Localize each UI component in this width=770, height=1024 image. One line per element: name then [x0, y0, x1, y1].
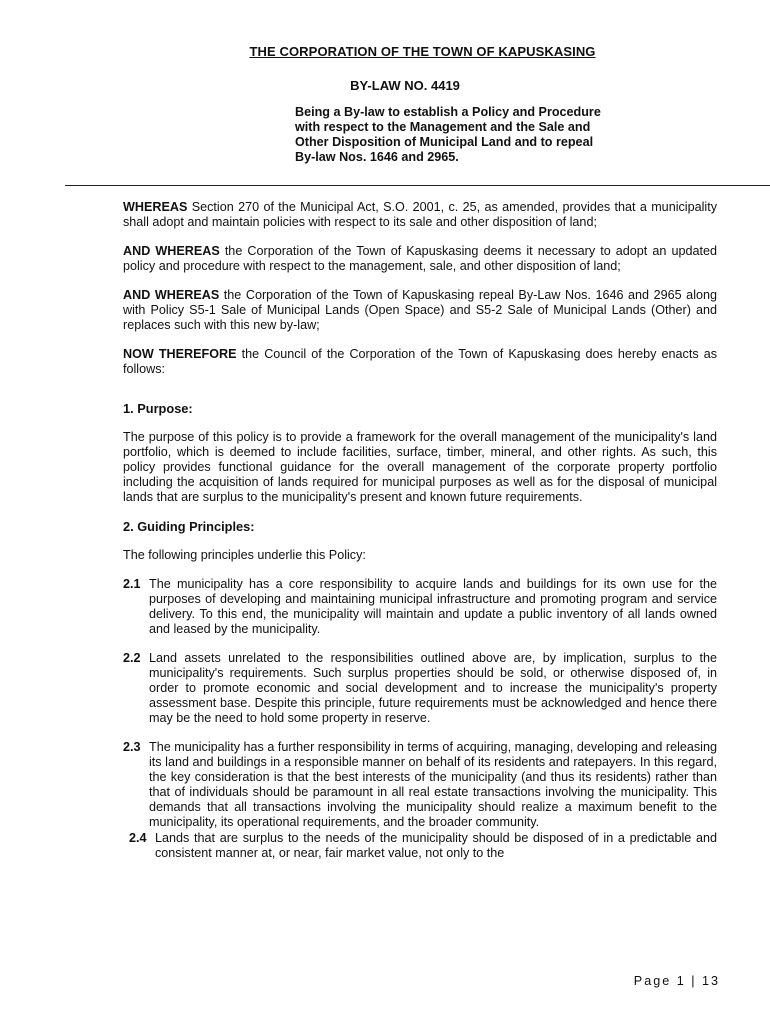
recital-and-whereas-2: [123, 288, 717, 333]
recital-text: Section 270 of the Municipal Act, S.O. 2001, c. 25, as amended, provides that a municipality shall adopt and maintain policies with respect to its sale and other disposition of land;: [123, 200, 717, 229]
principle-number: 2.2: [123, 651, 141, 665]
principle-item: [123, 740, 717, 830]
principle-number: 2.1: [123, 577, 141, 591]
header-divider: [65, 185, 770, 186]
principle-text: Land assets unrelated to the responsibilities outlined above are, by implication, surplus to the municipality's requirements. Such surplus properties should be sold, or otherwise disposed of, in order to promote economic and social development and to increase the municipality's property assessment base. Despite this principle, future requirements must be acknowledged and hence there may be the need to hold some property in reserve.: [149, 651, 717, 725]
recital-and-whereas-1: [123, 244, 717, 274]
recital-text: the Council of the Corporation of the Town of Kapuskasing does hereby enacts as follows:: [123, 347, 717, 376]
recital-text: the Corporation of the Town of Kapuskasing deems it necessary to adopt an updated policy and procedure with respect to the management, sale, and other disposition of land;: [123, 244, 717, 273]
principle-number: 2.3: [123, 740, 141, 754]
document-body: [123, 200, 717, 875]
bylaw-description: Being a By-law to establish a Policy and Procedure with respect to the Management and the Sale and Other Disposition of Municipal Land and to repeal By-law Nos. 1646 and 2965.: [295, 105, 601, 164]
recital-whereas: [123, 200, 717, 230]
recital-text: the Corporation of the Town of Kapuskasing repeal By-Law Nos. 1646 and 2965 along with Policy S5-1 Sale of Municipal Lands (Open Space) and S5-2 Sale of Municipal Lands (Other) and replaces such with this new by-law;: [123, 288, 718, 332]
principle-number: 2.4: [129, 831, 147, 845]
recital-keyword: AND WHEREAS: [123, 244, 220, 258]
recital-keyword: WHEREAS: [123, 200, 188, 214]
page-number: Page 1 | 13: [633, 974, 720, 988]
principle-text: The municipality has a core responsibility to acquire lands and buildings for its own use for the purposes of developing and maintaining municipal infrastructure and promoting program and service delivery. To this end, the municipality will maintain and update a public inventory of all lands owned and leased by the municipality.: [149, 577, 717, 636]
recital-keyword: NOW THEREFORE: [123, 347, 237, 361]
principle-text: The municipality has a further responsibility in terms of acquiring, managing, developing and releasing its land and buildings in a responsible manner on behalf of its residents and ratepayers. In this regard, the key consideration is that the best interests of the municipality (and thus its residents) rather than that of individuals should be paramount in all real estate transactions involving the municipality. This demands that all transactions involving the municipality should realize a maximum benefit to the municipality, its operational requirements, and the broader community.: [149, 740, 717, 829]
corporation-title: THE CORPORATION OF THE TOWN OF KAPUSKASING: [249, 44, 596, 59]
section-1-heading: 1. Purpose:: [123, 401, 193, 416]
section-2-intro: The following principles underlie this Policy:: [123, 548, 366, 562]
section-1-text: The purpose of this policy is to provide a framework for the overall management of the municipality's land portfolio, which is deemed to include facilities, surface, timber, mineral, and other rights. As such, this policy provides functional guidance for the overall management of the corporate property portfolio including the acquisition of lands required for municipal purposes as well as for the disposal of municipal lands that are surplus to the municipality's present and known future requirements.: [123, 430, 717, 504]
recital-keyword: AND WHEREAS: [123, 288, 220, 302]
principle-item: [129, 831, 717, 861]
bylaw-number: BY-LAW NO. 4419: [350, 78, 460, 93]
principle-item: [123, 651, 717, 726]
section-2-heading: 2. Guiding Principles:: [123, 519, 255, 534]
principle-text: Lands that are surplus to the needs of the municipality should be disposed of in a predictable and consistent manner at, or near, fair market value, not only to the: [155, 831, 717, 860]
recital-now-therefore: [123, 347, 717, 377]
principle-item: [123, 577, 717, 637]
